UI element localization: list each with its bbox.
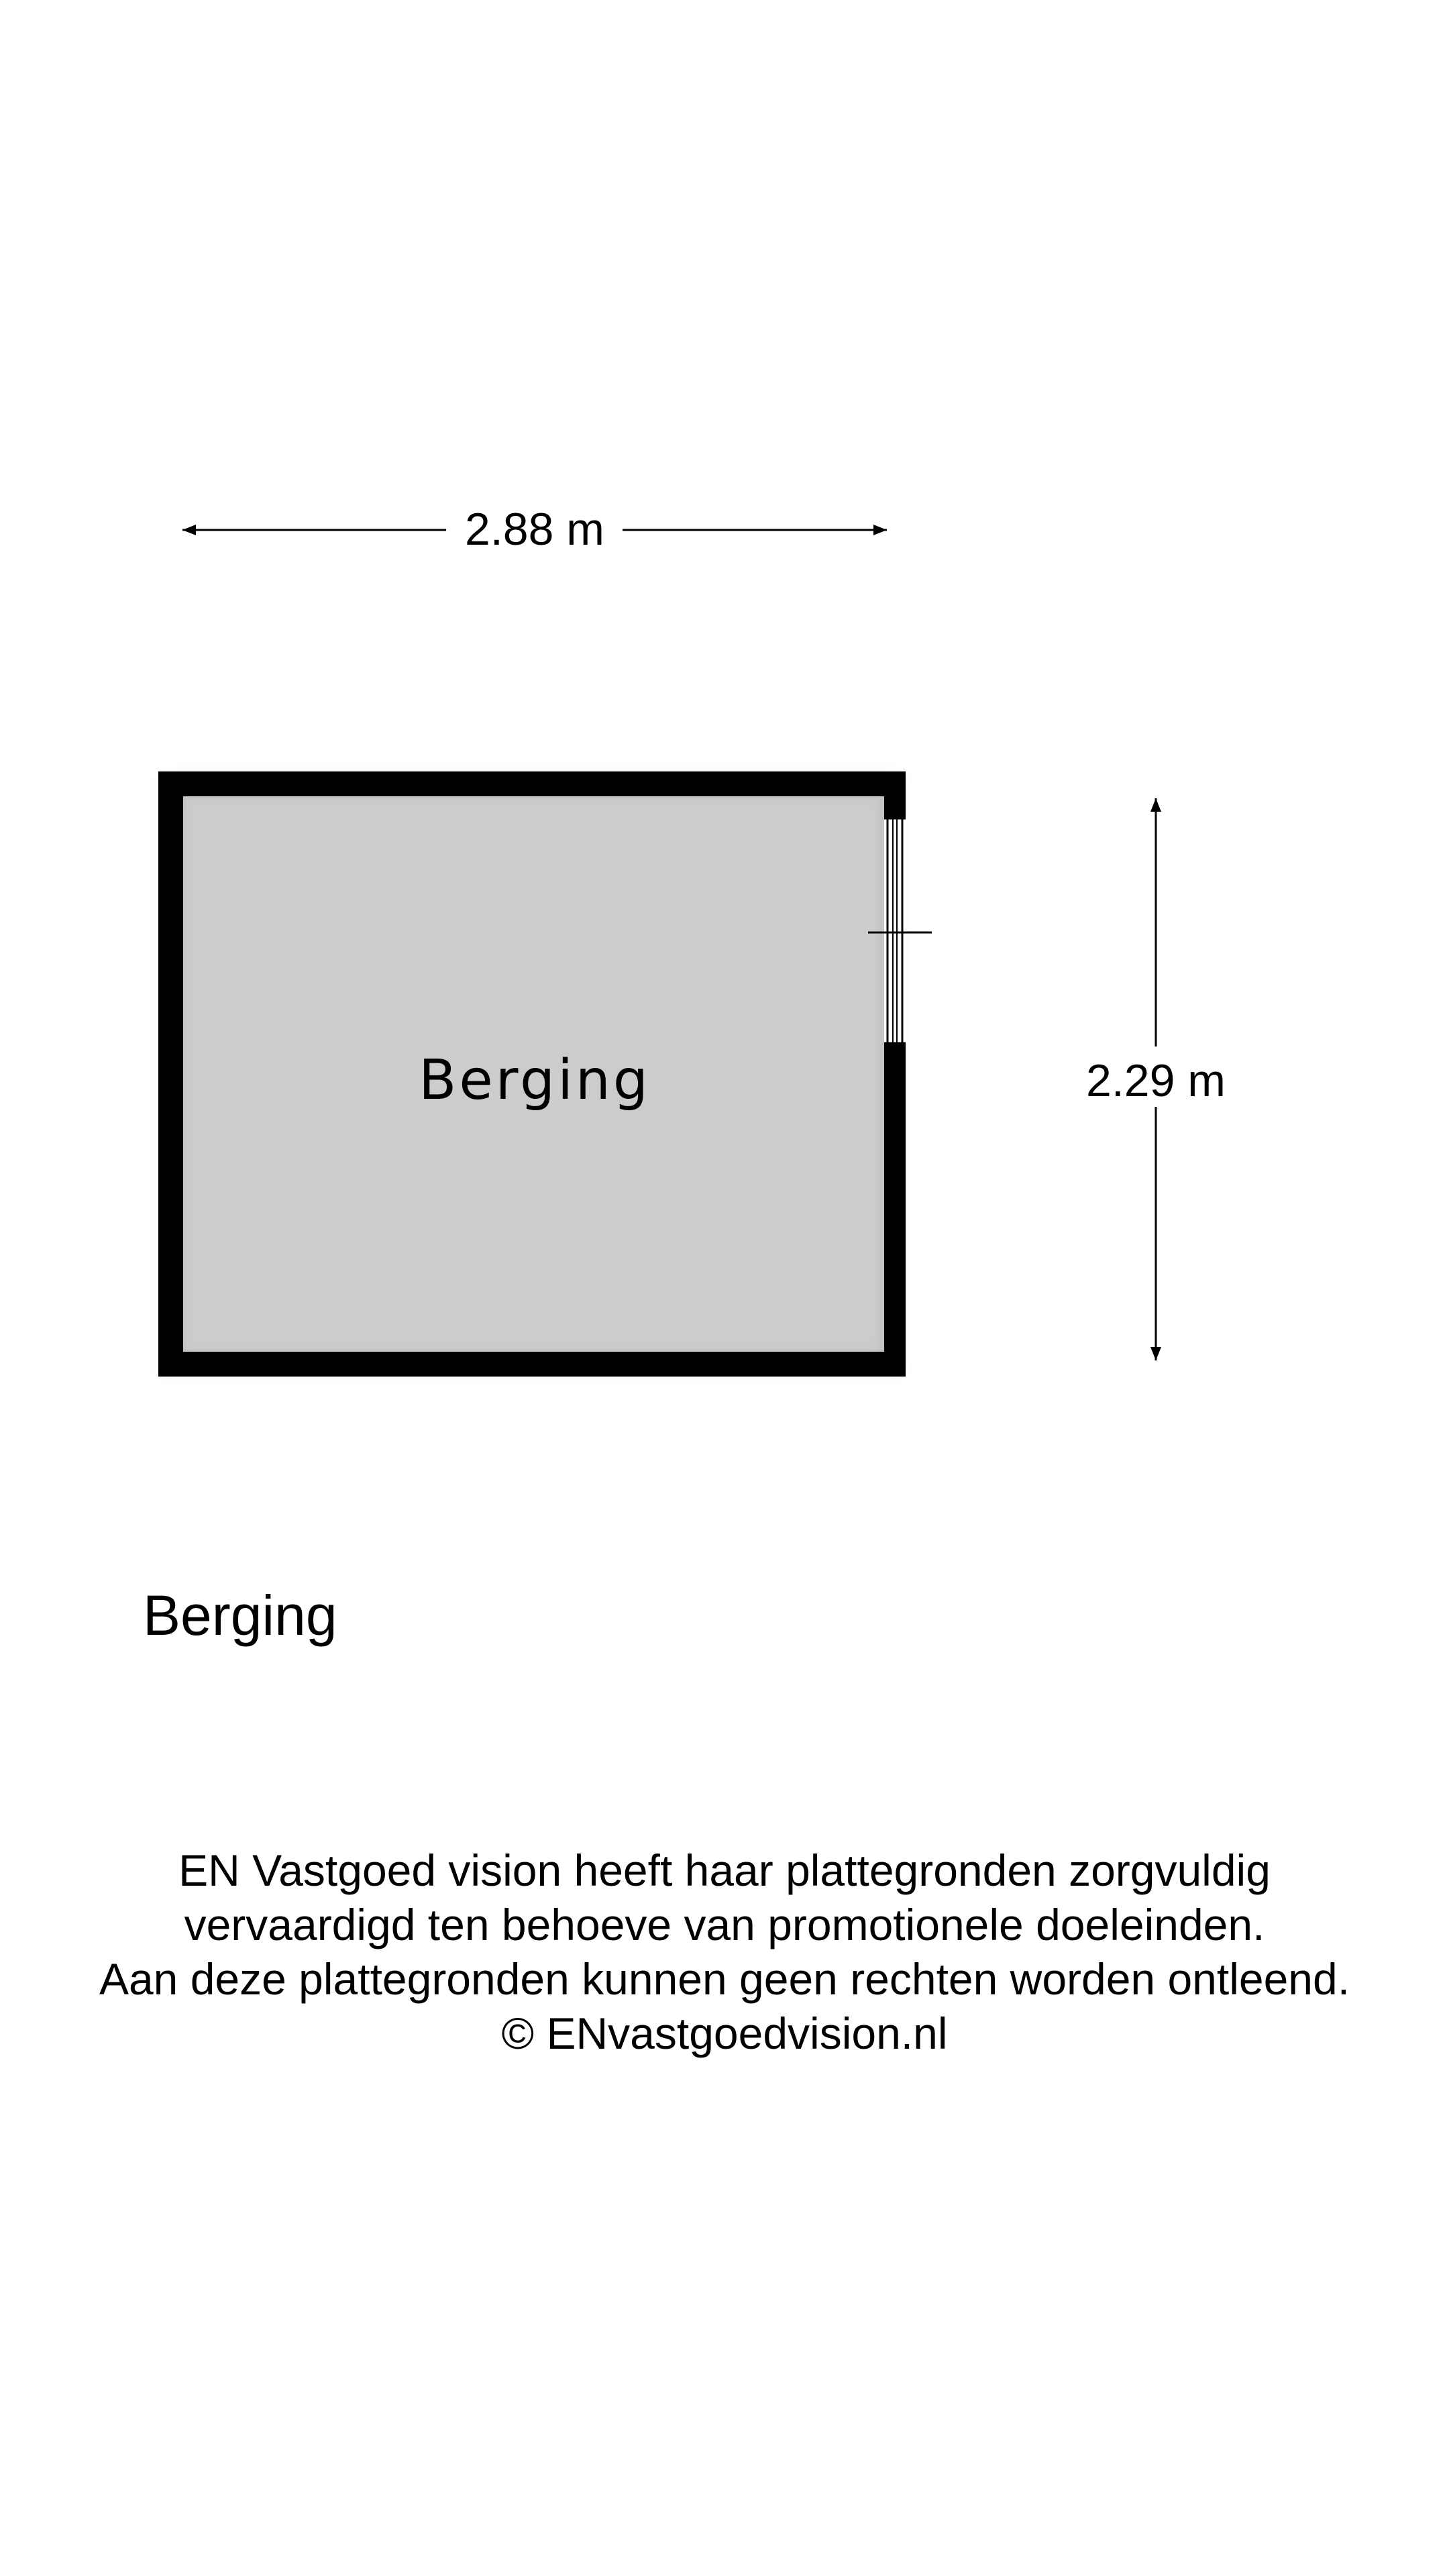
disclaimer-line: vervaardigd ten behoeve van promotionele doeleinden. bbox=[184, 1900, 1265, 1949]
room-label: Berging bbox=[419, 1049, 651, 1112]
wall-left bbox=[158, 771, 183, 1377]
disclaimer bbox=[0, 1843, 1449, 2061]
wall-top bbox=[158, 771, 906, 796]
floor-title: Berging bbox=[143, 1584, 337, 1647]
disclaimer-line: EN Vastgoed vision heeft haar plattegronden zorgvuldig bbox=[178, 1845, 1271, 1895]
wall-right-lower bbox=[884, 1043, 906, 1377]
disclaimer-line: Aan deze plattegronden kunnen geen rechten worden ontleend. bbox=[99, 1954, 1350, 2004]
depth-dimension-label: 2.29 m bbox=[1086, 1055, 1226, 1106]
wall-right-upper bbox=[884, 771, 906, 818]
depth-dimension bbox=[1086, 798, 1226, 1360]
width-dimension bbox=[182, 504, 887, 555]
wall-bottom bbox=[158, 1352, 906, 1377]
width-dimension-label: 2.88 m bbox=[465, 504, 604, 555]
room-berging bbox=[158, 771, 932, 1377]
copyright-line: © ENvastgoedvision.nl bbox=[501, 2008, 948, 2058]
